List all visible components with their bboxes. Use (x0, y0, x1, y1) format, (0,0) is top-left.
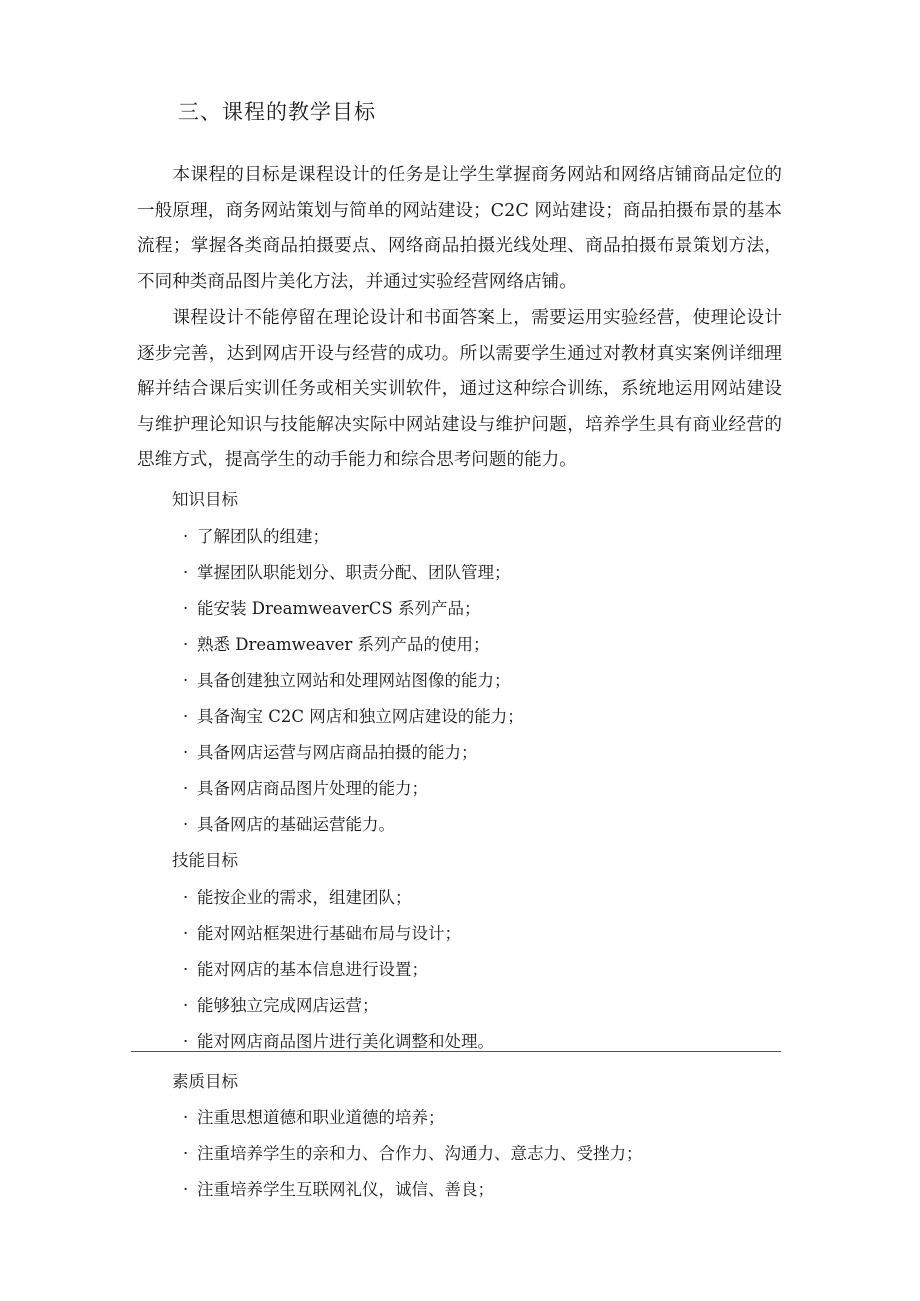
bullet-icon: · (183, 1032, 189, 1051)
list-item: · 注重培养学生的亲和力、合作力、沟通力、意志力、受挫力； (183, 1144, 643, 1163)
bullet-icon: · (183, 563, 189, 582)
bullet-icon: · (183, 888, 189, 907)
list-item: · 注重思想道德和职业道德的培养； (183, 1108, 445, 1127)
bullet-icon: · (183, 527, 189, 546)
list-item: · 能安装 DreamweaverCS 系列产品； (183, 599, 481, 618)
bullet-icon: · (183, 1180, 189, 1199)
bullet-icon: · (183, 635, 189, 654)
bullet-icon: · (183, 671, 189, 690)
bullet-icon: · (183, 599, 189, 618)
skill-goals-title: 技能目标 (172, 851, 238, 870)
knowledge-goals-title: 知识目标 (172, 490, 238, 509)
list-item: · 具备网店运营与网店商品拍摄的能力； (183, 743, 478, 762)
bullet-icon: · (183, 1144, 189, 1163)
paragraph-course-goal: 本课程的目标是课程设计的任务是让学生掌握商务网站和网络店铺商品定位的一般原理，商务网站策划与简单的网站建设；C2C 网站建设；商品拍摄布景的基本流程；掌握各类商品拍摄要点、网络商品拍摄光线处理、商品拍摄布景策划方法，不同种类商品图片美化方法，并通过实验经营网络店铺。 (137, 165, 782, 292)
bullet-icon: · (183, 996, 189, 1015)
list-item: · 能对网店商品图片进行美化调整和处理。 (183, 1032, 494, 1051)
list-item: · 具备网店的基础运营能力。 (183, 815, 395, 834)
list-item: · 能按企业的需求，组建团队； (183, 888, 412, 907)
list-item: · 能对网站框架进行基础布局与设计； (183, 924, 461, 943)
bullet-icon: · (183, 815, 189, 834)
bullet-icon: · (183, 960, 189, 979)
quality-goals-title: 素质目标 (172, 1072, 238, 1091)
list-item: · 具备淘宝 C2C 网店和独立网店建设的能力； (183, 707, 524, 726)
list-item: · 具备创建独立网站和处理网站图像的能力； (183, 671, 511, 690)
list-item: · 掌握团队职能划分、职责分配、团队管理； (183, 563, 511, 582)
paragraph-course-design: 课程设计不能停留在理论设计和书面答案上，需要运用实验经营，使理论设计逐步完善，达到网店开设与经营的成功。所以需要学生通过对教材真实案例详细理解并结合课后实训任务或相关实训软件，通过这种综合训练，系统地运用网站建设与维护理论知识与技能解决实际中网站建设与维护问题，培养学生具有商业经营的思维方式，提高学生的动手能力和综合思考问题的能力。 (137, 308, 782, 470)
list-item: · 注重培养学生互联网礼仪，诚信、善良； (183, 1180, 494, 1199)
section-heading: 三、课程的教学目标 (178, 100, 376, 124)
bullet-icon: · (183, 779, 189, 798)
bullet-icon: · (183, 707, 189, 726)
list-item: · 具备网店商品图片处理的能力； (183, 779, 428, 798)
list-item: · 能够独立完成网店运营； (183, 996, 379, 1015)
list-item: · 熟悉 Dreamweaver 系列产品的使用； (183, 635, 490, 654)
bullet-icon: · (183, 924, 189, 943)
page-break-divider (131, 1051, 781, 1052)
list-item: · 能对网店的基本信息进行设置； (183, 960, 428, 979)
list-item: · 了解团队的组建； (183, 527, 329, 546)
bullet-icon: · (183, 1108, 189, 1127)
bullet-icon: · (183, 743, 189, 762)
